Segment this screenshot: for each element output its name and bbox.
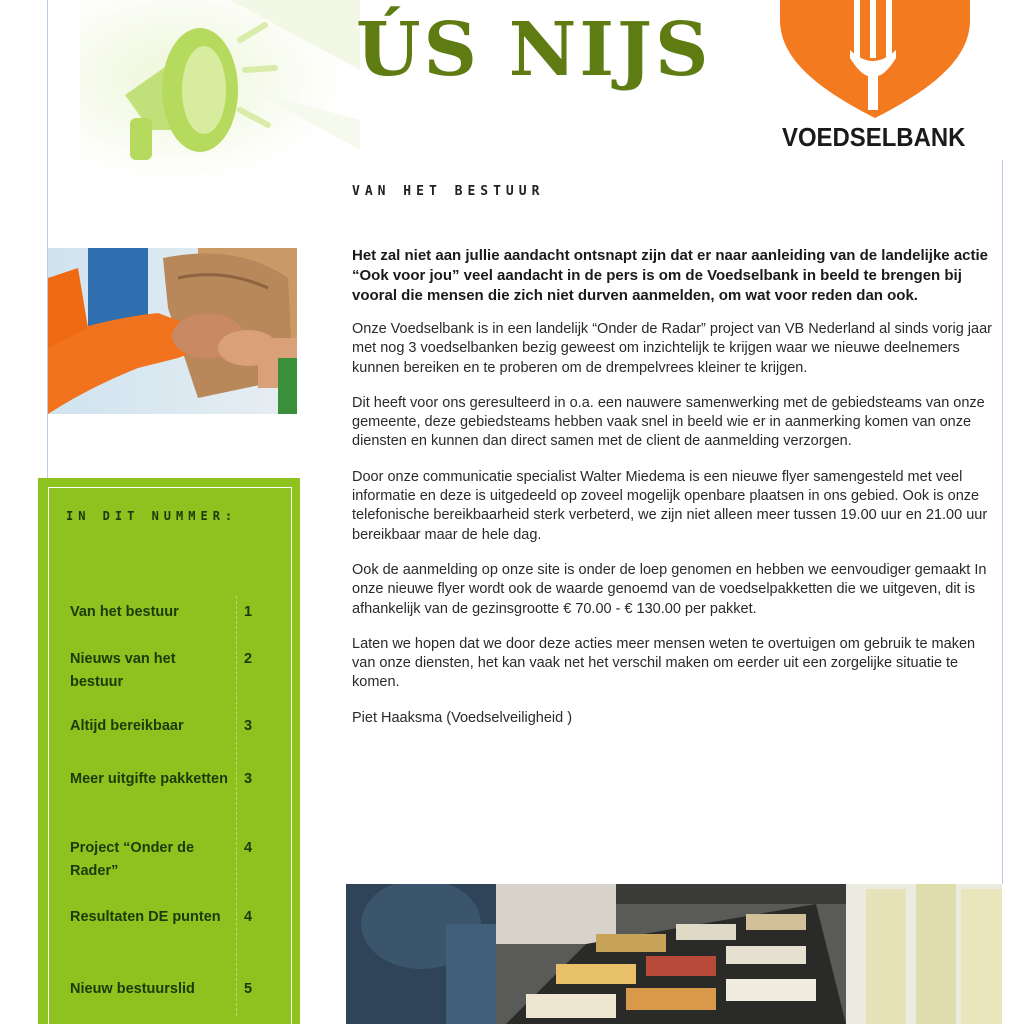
toc-item-label[interactable]: Meer uitgifte pakketten [70,771,228,787]
toc-item-page: 3 [244,771,253,787]
article-paragraph: Ook de aanmelding op onze site is onder de loep genomen en hebben we eenvoudiger gemaakt In onze nieuwe flyer wordt ook de waarde genoemd van de voedselpakketten die we uitgeven, dit is afhankelijk van de gezinsgrootte € 70.00 - € 130.00 per pakket. [352,561,987,617]
toc-item-label[interactable]: Nieuw bestuurslid [70,981,195,997]
toc-item-label[interactable]: Project “Onder de Rader” [70,840,195,879]
section-heading: VAN HET BESTUUR [352,184,545,199]
logo-wordmark: VOEDSELBANK [782,122,966,152]
article-author: Piet Haaksma (Voedselveiligheid ) [352,709,573,726]
toc-item-label[interactable]: Altijd bereikbaar [70,718,184,734]
page-frame-right-line [1002,160,1003,884]
article-body [352,246,996,728]
toc-item-page: 1 [244,604,253,620]
article-paragraph: Laten we hopen dat we door deze acties meer mensen weten te overtuigen om gebruik te maken van onze diensten, het kan vaak net het verschil maken om eerder uit een zorgelijke situatie te komen. [352,635,976,691]
toc-item-page: 5 [244,981,253,997]
toc-item-page: 3 [244,718,253,734]
article-lead: Het zal niet aan jullie aandacht ontsnapt zijn dat er naar aanleiding van de landelijke actie “Ook voor jou” veel aandacht in de pers is om de Voedselbank in beeld te brengen bij vooral die mensen die zich niet durven aanmelden, om wat voor reden dan ook. [352,247,989,304]
photo-food-crates [346,884,1002,1024]
toc-border [48,487,292,1024]
article-paragraph: Dit heeft voor ons geresulteerd in o.a. een nauwere samenwerking met de gebiedsteams van onze gemeente, deze gebiedsteams hebben vaak snel in beeld wie er in aanmerking komen van onze diensten en kunnen dan direct samen met de client de aanmelding verzorgen. [352,394,985,450]
toc-item-page: 4 [244,909,253,925]
toc-item-label[interactable]: Resultaten DE punten [70,909,221,925]
megaphone-icon [80,0,360,175]
toc-item-page: 4 [244,840,253,856]
toc-item-label[interactable]: Nieuws van het bestuur [70,651,176,690]
article-paragraph: Door onze communicatie specialist Walter Miedema is een nieuwe flyer samengesteld met veel informatie en deze is uitgedeeld op zoveel mogelijk openbare plaatsen in ons gebied. Ook is onze telefonische bereikbaarheid sterk verbeterd, we zijn niet alleen meer tussen 19.00 uur en 21.00 uur bereikbaar maar de hele dag. [352,468,988,543]
toc-item-label[interactable]: Van het bestuur [70,604,179,620]
article-paragraph: Onze Voedselbank is in een landelijk “Onder de Radar” project van VB Nederland al sinds vorig jaar met nog 3 voedselbanken bezig geweest om inzichtelijk te krijgen waar we nieuwe deelnemers kunnen bereiken en te proberen om de drempelvrees kleiner te krijgen. [352,321,992,376]
toc-item-page: 2 [244,651,253,667]
photo-handover [48,248,297,414]
toc-heading: IN DIT NUMMER: [66,509,238,523]
toc-divider [236,596,237,1016]
newsletter-title: ÚS NIJS [356,7,712,93]
